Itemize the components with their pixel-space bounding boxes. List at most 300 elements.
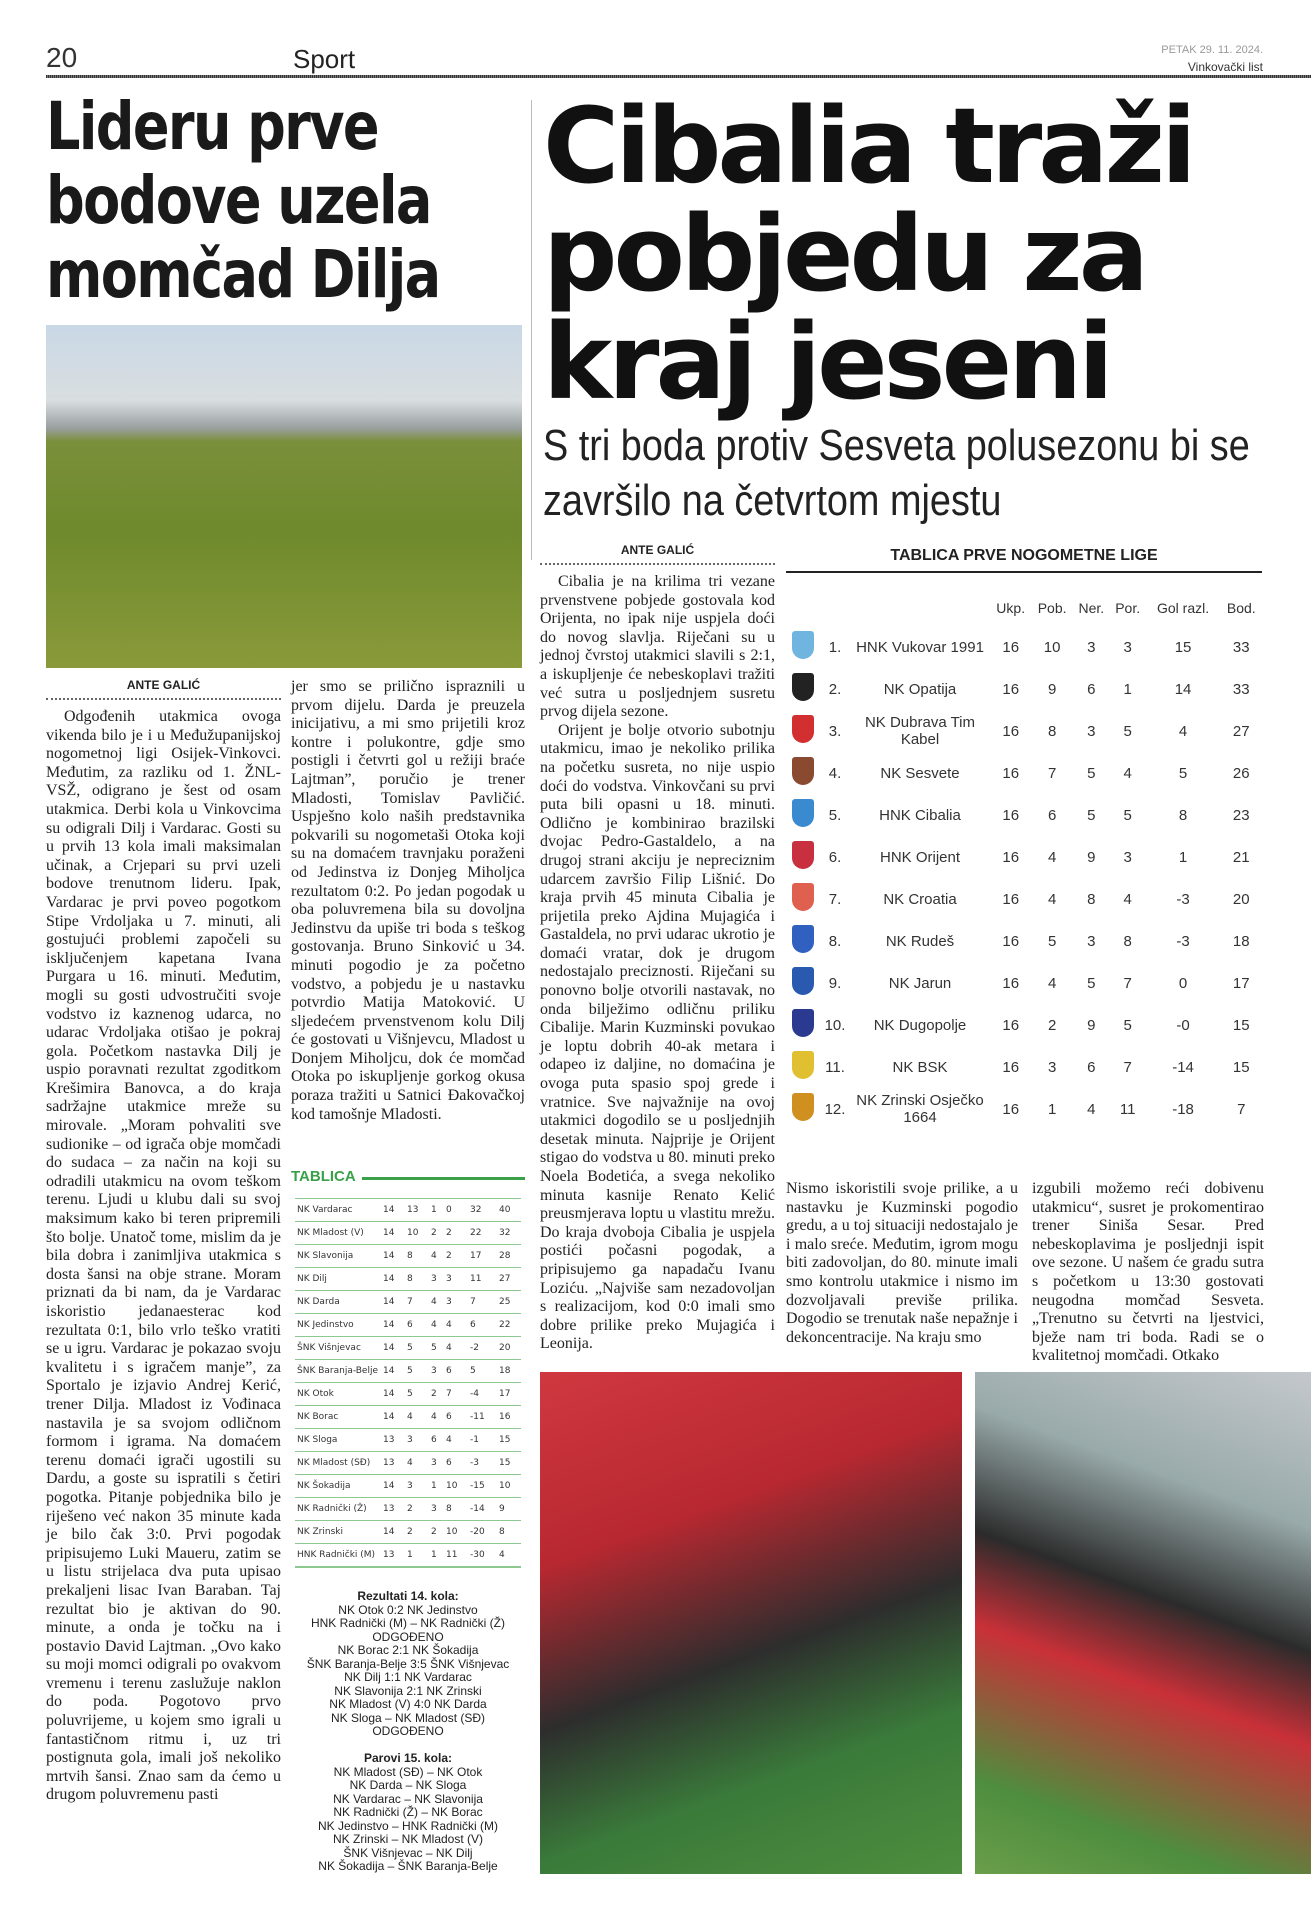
table-cell: 15 — [497, 1429, 521, 1452]
table-cell: 1 — [429, 1199, 444, 1222]
column-header: Ukp. — [996, 600, 1026, 616]
pairs-title: Parovi 15. kola: — [363, 1751, 453, 1765]
table-header-row — [786, 590, 1262, 626]
table-row — [295, 1337, 521, 1360]
column-header: Por. — [1115, 600, 1141, 616]
table-cell: 14 — [381, 1360, 405, 1383]
table-cell: -15 — [468, 1475, 497, 1498]
table-cell: 5 — [1123, 806, 1132, 824]
team-name: HNK Cibalia — [879, 806, 961, 824]
table-cell: -11 — [468, 1406, 497, 1429]
club-crest-icon — [792, 799, 814, 827]
team-name: NK Jedinstvo — [295, 1314, 381, 1337]
table-row — [295, 1498, 521, 1521]
team-name: NK Slavonija — [295, 1245, 381, 1268]
page-number: 20 — [46, 42, 78, 73]
table-cell: 1 — [429, 1475, 444, 1498]
column-header: Pob. — [1037, 600, 1067, 616]
table-cell: 14 — [381, 1291, 405, 1314]
results-block — [291, 1590, 525, 1874]
table-cell: 18 — [497, 1360, 521, 1383]
table-cell: 6 — [1087, 1058, 1096, 1076]
table-cell: 16 — [1002, 1016, 1020, 1034]
table-cell: 5 — [1087, 974, 1096, 992]
table-cell: 25 — [497, 1291, 521, 1314]
crest-cell — [786, 836, 820, 878]
table-cell: 8 — [1178, 806, 1188, 824]
table-row — [295, 1291, 521, 1314]
table-cell: 4 — [429, 1314, 444, 1337]
match-photo-cibalia-1 — [540, 1372, 962, 1874]
position: 8. — [828, 932, 842, 950]
table-row — [295, 1360, 521, 1383]
team-name: NK Croatia — [883, 890, 957, 908]
main-article-column-2 — [786, 1180, 1018, 1347]
header-rule — [46, 75, 1311, 78]
table-cell: 18 — [1232, 932, 1250, 950]
table-cell: -30 — [468, 1544, 497, 1567]
table-cell: -4 — [468, 1383, 497, 1406]
table-cell: 8 — [444, 1498, 468, 1521]
table-cell: 2 — [429, 1521, 444, 1544]
table-cell: 2 — [444, 1222, 468, 1245]
table-cell: 0 — [444, 1199, 468, 1222]
result-line: NK Slavonija 2:1 NK Zrinski — [334, 1683, 482, 1698]
team-name: NK Rudeš — [885, 932, 955, 950]
table-cell: 11 — [444, 1544, 468, 1567]
position: 1. — [828, 638, 842, 656]
table-cell: 14 — [381, 1337, 405, 1360]
table-cell: 14 — [381, 1268, 405, 1291]
table-cell: 16 — [1002, 890, 1020, 908]
table-row — [295, 1544, 521, 1567]
table-cell: 22 — [497, 1314, 521, 1337]
result-line: NK Dilj 1:1 NK Vardarac — [344, 1670, 472, 1684]
table-cell: 7 — [1237, 1100, 1246, 1118]
table-cell: 4 — [1087, 1100, 1096, 1118]
team-name: NK Darda — [295, 1291, 381, 1314]
article-text: jer smo se prilično ispraznili u prvom dijelu. Darda je preuzela inicijativu, a mi smo prijetili kroz kontre i polukontre, gdje smo postigli i četvrti gol u režiji braće Lajtman”, poručio je trener Mladosti, Tomislav Pavličić. Uspješno kolo naših predstavnika pokvarili su nogometaši Otoka koji su na domaćem travnjaku poraženi od Jedinstva iz Donjeg Miholjca rezultatom 0:2. Po jedan pogodak u oba poluvremena bila su dovoljna Jedinstvu da upiše tri boda s teškog gostovanja. Bruno Sinković u 34. minuti pogodio je za početno vodstvo, a pobjedu je u nastavku potvrdio Matija Matoković. U sljedećem prvenstvenom kolu Dilj će gostovati u Višnjevcu, Mladost u Donjem Miholjcu, dok će momčad Otoka po iskupljenje gorkog okusa poraza tražiti u Satnici Đakovačkoj kod tamošnje Mladosti. — [291, 678, 525, 1123]
table-cell: 1 — [1178, 848, 1188, 866]
table-cell: 1 — [429, 1544, 444, 1567]
table-cell: 11 — [468, 1268, 497, 1291]
position: 12. — [824, 1100, 846, 1118]
table-cell: 6 — [405, 1314, 429, 1337]
table-cell: 14 — [381, 1475, 405, 1498]
fixture-line: NK Šokadija – ŠNK Baranja-Belje — [318, 1859, 498, 1873]
left-article-column-1 — [46, 678, 281, 1805]
fixture-line: NK Zrinski – NK Mladost (V) — [332, 1832, 484, 1846]
table-cell: 9 — [497, 1498, 521, 1521]
column-header: Bod. — [1226, 600, 1256, 616]
team-name: NK Mladost (SĐ) — [295, 1452, 381, 1475]
table-cell: 3 — [1087, 722, 1096, 740]
table-cell: 6 — [1087, 680, 1096, 698]
byline: ANTE GALIĆ — [46, 678, 281, 700]
table-cell: -3 — [1176, 890, 1190, 908]
crest-cell — [786, 1046, 820, 1088]
position-header — [820, 590, 850, 626]
table-cell: 4 — [1123, 890, 1132, 908]
team-name: NK Dilj — [295, 1268, 381, 1291]
main-subtitle: S tri boda protiv Sesveta polusezonu bi se završilo na četvrtom mjestu — [543, 421, 1250, 525]
table-row — [786, 1046, 1262, 1088]
table-cell: 16 — [1002, 764, 1020, 782]
table-cell: 5 — [429, 1337, 444, 1360]
table-row — [786, 1004, 1262, 1046]
table-cell: 1 — [405, 1544, 429, 1567]
club-crest-icon — [792, 883, 814, 911]
result-line: ODGOĐENO — [372, 1724, 444, 1738]
table-cell: 6 — [444, 1360, 468, 1383]
table-cell: 14 — [381, 1521, 405, 1544]
table-cell: 2 — [444, 1245, 468, 1268]
table-cell: 14 — [381, 1199, 405, 1222]
table-cell: 4 — [444, 1429, 468, 1452]
club-crest-icon — [792, 925, 814, 953]
table-cell: 4 — [1178, 722, 1188, 740]
left-headline: Lideru prve bodove uzela momčad Dilja — [46, 88, 440, 313]
results-title: Rezultati 14. kola: — [357, 1589, 459, 1603]
table-cell: 4 — [405, 1452, 429, 1475]
fixture-line: NK Radnički (Ž) – NK Borac — [333, 1805, 483, 1819]
table-cell: 8 — [1123, 932, 1132, 950]
table-cell: 13 — [381, 1429, 405, 1452]
pairs-list — [291, 1766, 525, 1874]
team-name: NK Sesvete — [880, 764, 960, 782]
table-cell: 14 — [381, 1245, 405, 1268]
table-cell: 4 — [1123, 764, 1132, 782]
table-cell: 16 — [497, 1406, 521, 1429]
club-crest-icon — [792, 841, 814, 869]
table-cell: 4 — [1047, 848, 1057, 866]
table-cell: 26 — [1232, 764, 1250, 782]
table-cell: 3 — [444, 1268, 468, 1291]
table-cell: 9 — [1087, 1016, 1096, 1034]
table-cell: 4 — [429, 1291, 444, 1314]
result-line: NK Borac 2:1 NK Šokadija — [337, 1643, 479, 1657]
table-cell: 10 — [1043, 638, 1061, 656]
table-cell: 4 — [497, 1544, 521, 1567]
team-name: NK Dugopolje — [873, 1016, 967, 1034]
crest-cell — [786, 710, 820, 752]
table-cell: 1 — [1047, 1100, 1057, 1118]
crest-cell — [786, 794, 820, 836]
table-row — [786, 836, 1262, 878]
table-cell: 5 — [1087, 764, 1096, 782]
article-text: Nismo iskoristili svoje prilike, a u nastavku je Kuzminski pogodio gredu, a u toj situaciji nedostajalo je i malo sreće. Međutim, igrom mogu biti zadovoljan, do 80. minute imali smo kontrolu utakmice i nismo im dozvoljavali previše prilika. Dogodio se trenutak naše nepažnje i dekoncentracije. Na kraju smo — [786, 1180, 1018, 1346]
table-row — [786, 752, 1262, 794]
table-cell: 10 — [444, 1521, 468, 1544]
table-cell: 16 — [1002, 680, 1020, 698]
article-text: Odgođenih utakmica ovoga vikenda bilo je i u Međužupanijskoj nogometnoj ligi Osijek-Vinkovci. Međutim, za razliku od 1. ŽNL-VSŽ, odigrano je šest od osam utakmica. Derbi kola u Vinkovcima su odigrali Dilj i Vardarac. Gosti su u prvih 13 kola imali maksimalan učinak, a Crjepari su prvi uzeli bodove trenutnom lideru. Ipak, Vardarac je prvi poveo pogotkom Stipe Vrdoljaka u 7. minuti, ali gostujući problemi započeli su isključenjem kapetana Ivana Purgara u 16. minuti. Međutim, mogli su gosti udvostručiti svoje vodstvo iz kaznenog udarca, no udarac Vrdoljaka otišao je pokraj gola. Početkom nastavka Dilj je uspio poravnati rezultat zgoditkom Krešimira Banovca, a do kraja sadržajne utakmice mreže su mirovale. „Moram pohvaliti sve sudionike – od igrača obje momčadi do sudaca – za način na koji su odradili utakmicu na ovom teškom terenu. Ljudi u klubu dali su svoj maksimum kako bi teren pripremili što bolje. Unatoč tome, mislim da je bila dobra i zanimljiva utakmica s dosta šansi na obje strane. Moram priznati da bi nam, da je Vardarac iskoristio jedanaesterac kod rezultata 0:1, bilo vrlo teško vratiti se u igru. Vardarac je pokazao svoju kvalitetu i s igračem manje”, za Sportalo je izjavio Andrej Kerić, trener Dilja. Mladost iz Vođinaca nastavila je sa svojom odličnom formom i igrama. Na domaćem terenu domaći igrači ugostili su Dardu, a goste su ispratili s četiri pogotka. Pitanje pobjednika bilo je riješeno već nakon 35 minute kada je bilo čak 3:0. Prvi pogodak pripisujemo Luki Maueru, zatim se u listu strijelaca dva puta upisao prekaljeni lisac Ivan Baraban. Taj rezultat bio je aktivan do 90. minute, a onda je točku na i postavio David Lajtman. „Ovo kako su moji momci odigrali po ovakvom vremenu i terenu zaslužuje naklon do poda. Pogotovo prvo poluvrijeme, u kojem smo igrali u fantastičnom ritmu i, uz tri postignuta gola, imali još nekoliko mrtvih šansi. Znao sam da ćemo u drugom poluvremenu pasti — [46, 708, 281, 1804]
standings-title — [291, 1168, 525, 1185]
team-name: HNK Radnički (M) — [295, 1544, 381, 1567]
table-cell: -20 — [468, 1521, 497, 1544]
team-name: ŠNK Višnjevac — [295, 1337, 381, 1360]
crest-cell — [786, 668, 820, 710]
team-name: HNK Orijent — [879, 848, 961, 866]
column-header: Gol razl. — [1156, 600, 1210, 616]
table-row — [295, 1268, 521, 1291]
table-cell: 33 — [1232, 680, 1250, 698]
position: 6. — [828, 848, 842, 866]
table-cell: 14 — [381, 1406, 405, 1429]
article-text: izgubili možemo reći dobivenu utakmicu“, susret je prokomentirao trener Siniša Sesar. Pred nebeskoplavima je posljednji ispit ove sezone. U našem će gradu sutra s početkom u 13:30 gostovati neugodna momčad Sesveta. „Trenutno su četvrti na ljestvici, bježe nam tri boda. Radi se o kvalitetnoj momčadi. Otkako — [1032, 1180, 1264, 1365]
table-cell: 5 — [1123, 722, 1132, 740]
league-table-title: TABLICA PRVE NOGOMETNE LIGE — [786, 547, 1262, 573]
result-line: HNK Radnički (M) – NK Radnički (Ž) — [310, 1616, 506, 1630]
position: 4. — [828, 764, 842, 782]
team-name: NK Radnički (Ž) — [295, 1498, 381, 1521]
table-cell: 16 — [1002, 974, 1020, 992]
table-cell: 14 — [381, 1222, 405, 1245]
table-cell: 10 — [497, 1475, 521, 1498]
table-cell: 23 — [1232, 806, 1250, 824]
team-name: NK Vardarac — [295, 1199, 381, 1222]
table-cell: 3 — [1123, 638, 1132, 656]
position: 2. — [828, 680, 842, 698]
team-name: NK Sloga — [295, 1429, 381, 1452]
left-article-column-2 — [291, 678, 525, 1124]
table-cell: 3 — [429, 1360, 444, 1383]
club-crest-icon — [792, 1093, 814, 1121]
table-cell: 15 — [1232, 1058, 1250, 1076]
table-cell: 16 — [1002, 806, 1020, 824]
table-cell: 7 — [405, 1291, 429, 1314]
result-line: NK Sloga – NK Mladost (SĐ) — [330, 1710, 486, 1725]
table-cell: 4 — [444, 1314, 468, 1337]
fixture-line: NK Darda – NK Sloga — [349, 1778, 467, 1792]
table-cell: 7 — [1123, 974, 1132, 992]
table-cell: 15 — [1174, 638, 1192, 656]
table-cell: 3 — [405, 1429, 429, 1452]
table-cell: 7 — [1123, 1058, 1132, 1076]
table-cell: 3 — [429, 1498, 444, 1521]
table-cell: 14 — [381, 1383, 405, 1406]
team-name: NK Zrinski Osječko 1664 — [856, 1092, 984, 1126]
position: 5. — [828, 806, 842, 824]
table-cell: 3 — [1087, 932, 1096, 950]
table-cell: 13 — [381, 1498, 405, 1521]
table-cell: 7 — [444, 1383, 468, 1406]
table-cell: 27 — [497, 1268, 521, 1291]
team-name: NK BSK — [892, 1058, 948, 1076]
table-cell: 8 — [1047, 722, 1057, 740]
table-cell: 4 — [1047, 890, 1057, 908]
article-text: Orijent je bolje otvorio subotnju utakmicu, imao je nekoliko prilika na početku susreta, no nije uspio doći do vodstva. Vinkovčani su prvi puta bili opasni u 18. minuti. Odlično je kombinirao brazilski dvojac Pedro-Gastaldelo, a na drugoj strani akciju je nepreciznim udarcem završio Filip Lišnić. Do kraja prvih 45 minuta Cibalia je prijetila preko Ajdina Mujagića i Gastaldela, no prvi udarac ukrotio je domaći vratar, dok je drugom nedostajalo preciznosti. Riječani su ponovno bolje otvorili nastavak, no onda bilježimo odličnu priliku Cibalije. Marin Kuzminski povukao je loptu dobrih 40-ak metara i odapeo iz daljine, no domaćina je ovoga puta spasio spoj grede i vratnice. Sve najvažnije na ovoj utakmici dogodilo se u posljednjih desetak minuta. Najprije je Orijent stigao do vodstva u 80. minuti preko Noela Bodetića, a svega nekoliko minuta kasnije Renato Kelić preusmjerava loptu u vlastitu mrežu. Do kraja dvoboja Cibalia je uspjela postići počasni pogodak, a pripisujemo ga napadaču Ivanu Loziću. „Najviše sam nezadovoljan s realizacijom, kod 0:0 imali smo dobre prilike preko Mujagića i Leonija. — [540, 721, 775, 1353]
position: 7. — [828, 890, 842, 908]
table-cell: 3 — [429, 1268, 444, 1291]
table-cell: 32 — [468, 1199, 497, 1222]
table-cell: 5 — [1047, 932, 1057, 950]
table-cell: 40 — [497, 1199, 521, 1222]
table-cell: 5 — [1178, 764, 1188, 782]
position: 3. — [828, 722, 842, 740]
crest-cell — [786, 878, 820, 920]
main-article-column-3 — [1032, 1180, 1264, 1366]
fixture-line: ŠNK Višnjevac – NK Dilj — [343, 1845, 473, 1860]
match-photo-dilj-vardarac — [46, 325, 522, 668]
crest-cell — [786, 1004, 820, 1046]
column-header: Ner. — [1078, 600, 1105, 616]
table-cell: 8 — [405, 1245, 429, 1268]
table-cell: 17 — [497, 1383, 521, 1406]
table-cell: 9 — [1087, 848, 1096, 866]
table-cell: -0 — [1176, 1016, 1190, 1034]
table-cell: 2 — [405, 1498, 429, 1521]
team-name: NK Mladost (V) — [295, 1222, 381, 1245]
position: 11. — [825, 1058, 845, 1076]
table-cell: 3 — [444, 1291, 468, 1314]
table-cell: 4 — [429, 1245, 444, 1268]
table-cell: 5 — [405, 1337, 429, 1360]
team-name: NK Borac — [295, 1406, 381, 1429]
table-cell: 13 — [405, 1199, 429, 1222]
team-name: NK Šokadija — [295, 1475, 381, 1498]
table-cell: 7 — [1047, 764, 1057, 782]
table-cell: 0 — [1178, 974, 1188, 992]
table-cell: 13 — [381, 1544, 405, 1567]
table-cell: 28 — [497, 1245, 521, 1268]
team-header — [850, 590, 990, 626]
club-crest-icon — [792, 1051, 814, 1079]
result-line: ŠNK Baranja-Belje 3:5 ŠNK Višnjevac — [306, 1656, 510, 1671]
table-cell: 2 — [1047, 1016, 1057, 1034]
table-cell: -14 — [468, 1498, 497, 1521]
article-text: Cibalia je na krilima tri vezane prvenstvene pobjede gostovala kod Orijenta, no ipak nije uspjela doći do novog slavlja. Riječani su u jednoj čvrstoj utakmici slavili s 2:1, a iskupljenje će nebeskoplavi tražiti već sutra u posljednjem susretu prvog dijela sezone. — [540, 573, 775, 721]
club-crest-icon — [792, 1009, 814, 1037]
table-cell: 16 — [1002, 848, 1020, 866]
crest-cell — [786, 1088, 820, 1130]
newspaper-name: Vinkovački list — [1187, 60, 1263, 74]
table-row — [295, 1245, 521, 1268]
table-cell: 16 — [1002, 638, 1020, 656]
table-cell: 8 — [1087, 890, 1096, 908]
table-row — [786, 668, 1262, 710]
results-list — [291, 1604, 525, 1739]
table-cell: 20 — [1232, 890, 1250, 908]
table-cell: 21 — [1232, 848, 1250, 866]
table-cell: 10 — [444, 1475, 468, 1498]
team-name: NK Zrinski — [295, 1521, 381, 1544]
club-crest-icon — [792, 757, 814, 785]
table-row — [786, 710, 1262, 752]
table-cell: 14 — [381, 1314, 405, 1337]
fixture-line: NK Mladost (SĐ) – NK Otok — [333, 1764, 483, 1779]
table-cell: 3 — [1123, 848, 1132, 866]
crest-cell — [786, 920, 820, 962]
table-cell: 33 — [1232, 638, 1250, 656]
table-cell: 15 — [497, 1452, 521, 1475]
table-cell: 8 — [405, 1268, 429, 1291]
main-article-column-1 — [540, 543, 775, 1354]
table-cell: 6 — [1047, 806, 1057, 824]
table-row — [786, 962, 1262, 1004]
table-cell: -2 — [468, 1337, 497, 1360]
table-cell: 1 — [1123, 680, 1132, 698]
table-cell: 7 — [468, 1291, 497, 1314]
club-crest-icon — [792, 673, 814, 701]
table-cell: -18 — [1172, 1100, 1194, 1118]
table-cell: 5 — [405, 1360, 429, 1383]
table-cell: 15 — [1232, 1016, 1250, 1034]
table-cell: 32 — [497, 1222, 521, 1245]
table-row — [295, 1222, 521, 1245]
position: 9. — [828, 974, 842, 992]
table-cell: 27 — [1232, 722, 1250, 740]
crest-cell — [786, 962, 820, 1004]
table-cell: 3 — [429, 1452, 444, 1475]
table-cell: 2 — [405, 1521, 429, 1544]
team-name: NK Otok — [295, 1383, 381, 1406]
table-cell: 11 — [1119, 1100, 1136, 1118]
club-crest-icon — [792, 715, 814, 743]
table-cell: 16 — [1002, 932, 1020, 950]
table-cell: 14 — [1174, 680, 1192, 698]
table-cell: 17 — [1232, 974, 1250, 992]
table-row — [295, 1475, 521, 1498]
table-cell: 16 — [1002, 722, 1020, 740]
table-row — [786, 626, 1262, 668]
crest-cell — [786, 752, 820, 794]
table-cell: 8 — [497, 1521, 521, 1544]
table-cell: 9 — [1047, 680, 1057, 698]
table-cell: 20 — [497, 1337, 521, 1360]
table-cell: 10 — [405, 1222, 429, 1245]
title-rule — [362, 1177, 525, 1180]
table-cell: 3 — [405, 1475, 429, 1498]
column-divider — [531, 100, 532, 560]
table-row — [786, 878, 1262, 920]
table-cell: 4 — [429, 1406, 444, 1429]
table-row — [786, 920, 1262, 962]
table-row — [295, 1199, 521, 1222]
table-cell: 17 — [468, 1245, 497, 1268]
table-cell: 22 — [468, 1222, 497, 1245]
club-crest-icon — [792, 631, 814, 659]
table-cell: 6 — [444, 1406, 468, 1429]
team-name: NK Dubrava Tim Kabel — [864, 714, 976, 748]
table-row — [786, 1088, 1262, 1130]
main-headline: Cibalia traži pobjedu za kraj jeseni — [543, 85, 1193, 423]
table-row — [786, 794, 1262, 836]
result-line: NK Mladost (V) 4:0 NK Darda — [329, 1697, 487, 1711]
table-cell: 6 — [429, 1429, 444, 1452]
table-row — [295, 1406, 521, 1429]
table-cell: 4 — [444, 1337, 468, 1360]
table-cell: 2 — [429, 1383, 444, 1406]
table-cell: 2 — [429, 1222, 444, 1245]
table-row — [295, 1314, 521, 1337]
fixture-line: NK Jedinstvo – HNK Radnički (M) — [317, 1818, 499, 1833]
result-line: ODGOĐENO — [372, 1629, 444, 1644]
table-row — [295, 1383, 521, 1406]
table-cell: 16 — [1002, 1058, 1020, 1076]
table-cell: -14 — [1172, 1058, 1194, 1076]
standings-title-text: TABLICA — [291, 1168, 356, 1185]
result-line: NK Otok 0:2 NK Jedinstvo — [338, 1602, 478, 1617]
table-cell: 4 — [405, 1406, 429, 1429]
table-cell: 5 — [468, 1360, 497, 1383]
table-cell: 3 — [1087, 638, 1096, 656]
match-photo-cibalia-2 — [975, 1372, 1311, 1874]
table-cell: -3 — [1176, 932, 1190, 950]
table-row — [295, 1452, 521, 1475]
county-league-table — [295, 1198, 521, 1568]
crest-header — [786, 590, 820, 626]
table-cell: 5 — [1087, 806, 1096, 824]
